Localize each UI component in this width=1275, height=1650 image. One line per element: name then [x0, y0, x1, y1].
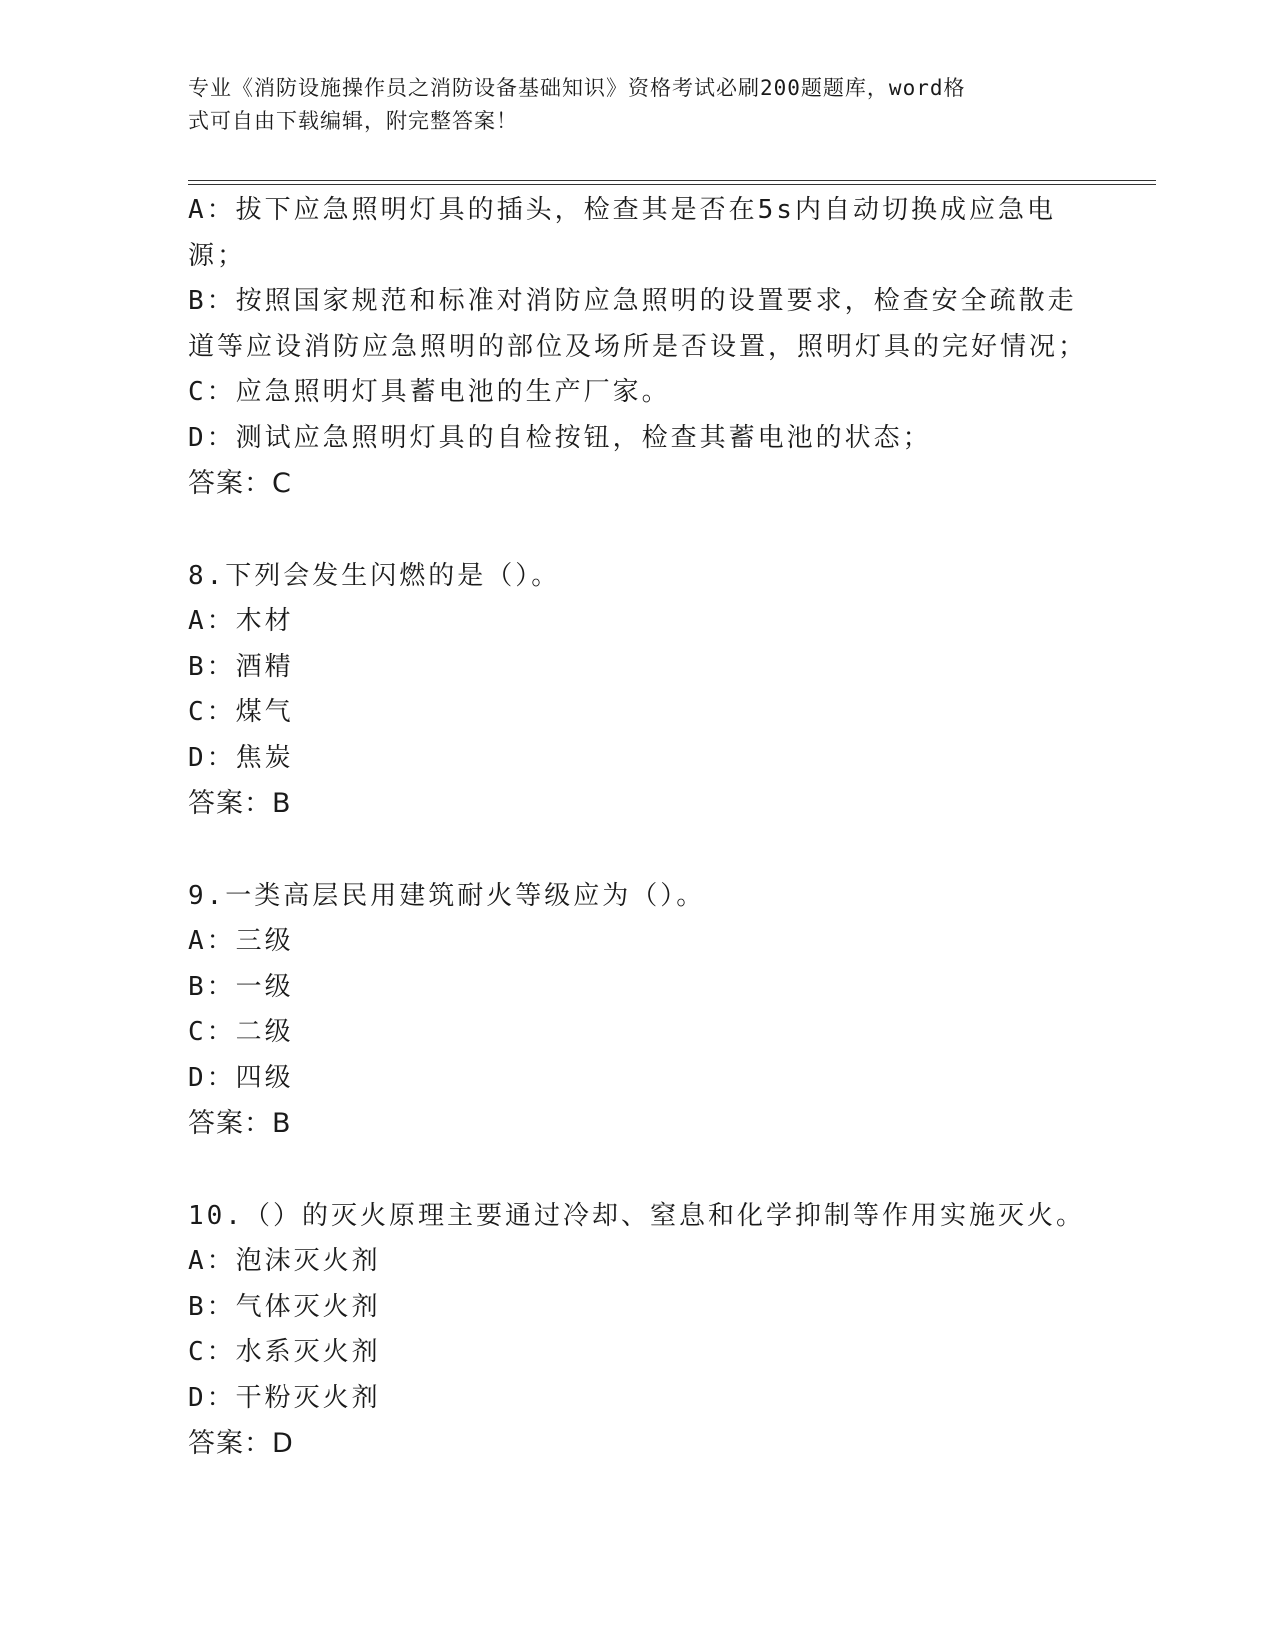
- document-header: [188, 72, 1068, 138]
- q8-option-a: A：木材: [188, 606, 294, 636]
- header-line-2: 式可自由下载编辑，附完整答案！: [188, 109, 518, 133]
- header-rule-top: [188, 180, 1156, 181]
- q7-option-b-line-1: B：按照国家规范和标准对消防应急照明的设置要求，检查安全疏散走: [188, 286, 1077, 316]
- spacer: [188, 827, 1068, 874]
- q8-option-c: C：煤气: [188, 697, 294, 727]
- q7-option-c: C：应急照明灯具蓄电池的生产厂家。: [188, 377, 671, 407]
- header-line-1: 专业《消防设施操作员之消防设备基础知识》资格考试必刷200题题库，word格: [188, 76, 966, 100]
- q10-option-b: B：气体灭火剂: [188, 1291, 381, 1322]
- q10-question: 10.（）的灭火原理主要通过冷却、窒息和化学抑制等作用实施灭火。: [188, 1200, 1085, 1231]
- header-rule-bottom: [188, 184, 1156, 185]
- spacer: [188, 1147, 1068, 1194]
- question-9-block: [188, 874, 1068, 1147]
- q7-option-a-line-2: 源；: [188, 240, 247, 271]
- question-7-block: [188, 188, 1088, 507]
- q10-option-c: C：水系灭火剂: [188, 1337, 381, 1367]
- question-8-block: [188, 554, 1068, 827]
- q7-answer: 答案：C: [188, 468, 292, 499]
- q8-question: 8.下列会发生闪燃的是（）。: [188, 560, 561, 591]
- q10-option-d: D：干粉灭火剂: [188, 1382, 381, 1413]
- q9-option-d: D：四级: [188, 1062, 294, 1093]
- q10-option-a: A：泡沫灭火剂: [188, 1246, 381, 1276]
- q8-answer: 答案：B: [188, 788, 292, 819]
- q7-option-d: D：测试应急照明灯具的自检按钮，检查其蓄电池的状态；: [188, 422, 932, 453]
- q9-option-b: B：一级: [188, 971, 294, 1002]
- q9-option-a: A：三级: [188, 926, 294, 956]
- spacer: [188, 507, 1068, 554]
- q8-option-b: B：酒精: [188, 651, 294, 682]
- document-body: [188, 188, 1088, 1467]
- q9-option-c: C：二级: [188, 1017, 294, 1047]
- q7-option-a-line-1: A：拔下应急照明灯具的插头，检查其是否在5s内自动切换成应急电: [188, 195, 1056, 225]
- q9-question: 9.一类高层民用建筑耐火等级应为（）。: [188, 880, 706, 911]
- q9-answer: 答案：B: [188, 1108, 292, 1139]
- q10-answer: 答案：D: [188, 1428, 294, 1459]
- q7-option-b-line-2: 道等应设消防应急照明的部位及场所是否设置，照明灯具的完好情况；: [188, 331, 1088, 362]
- question-10-block: [188, 1194, 1085, 1467]
- q8-option-d: D：焦炭: [188, 742, 294, 773]
